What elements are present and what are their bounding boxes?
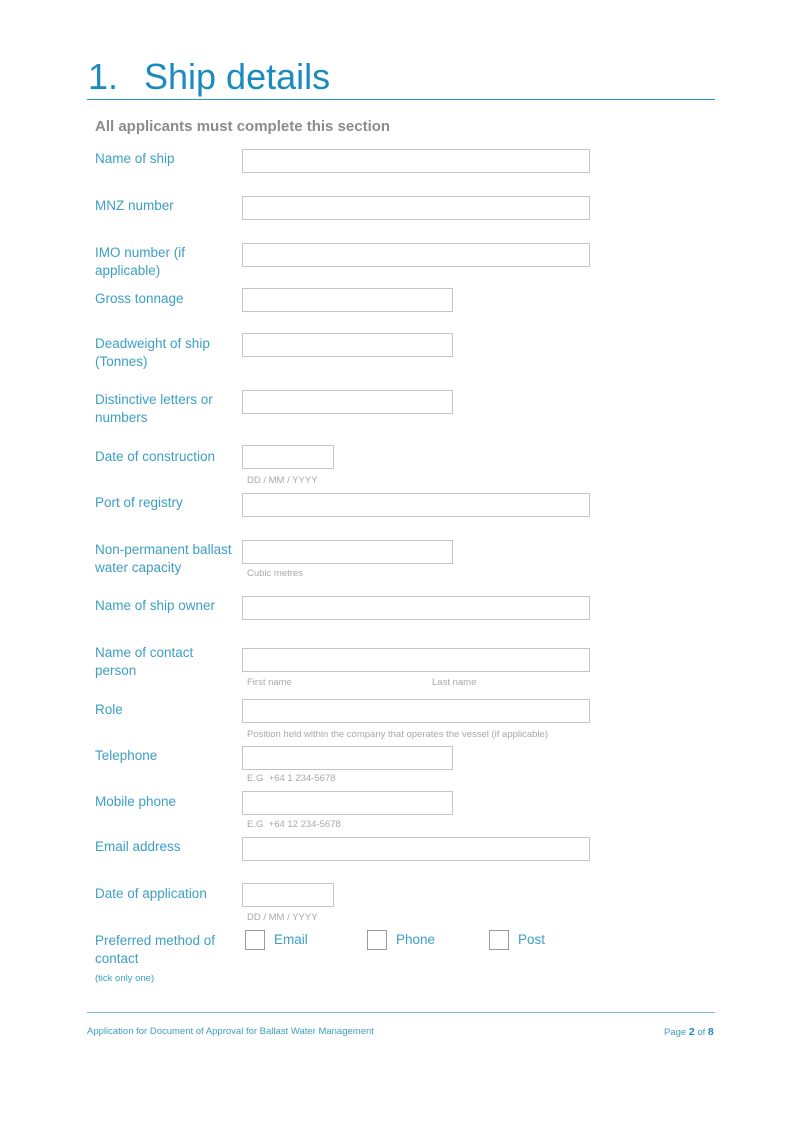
title-divider: [87, 99, 715, 100]
deadweight-field[interactable]: [242, 333, 453, 357]
footer-document-title: Application for Document of Approval for Ballast Water Management: [87, 1026, 374, 1037]
ship-owner-input[interactable]: [243, 597, 589, 619]
footer-divider: [87, 1012, 715, 1013]
role-input[interactable]: [243, 700, 589, 722]
telephone-field[interactable]: [242, 746, 453, 770]
role-label: Role: [95, 702, 123, 717]
date-construction-hint: DD / MM / YYYY: [247, 475, 318, 486]
section-subtitle: All applicants must complete this section: [95, 118, 391, 135]
ship-name-label: Name of ship: [95, 151, 175, 166]
date-construction-label: Date of construction: [95, 449, 216, 464]
last-name-hint: Last name: [432, 677, 477, 688]
section-title: Ship details: [144, 56, 331, 97]
imo-number-input[interactable]: [243, 244, 589, 266]
email-checkbox[interactable]: [245, 930, 265, 950]
page-of: of: [697, 1027, 706, 1038]
date-construction-field[interactable]: [242, 445, 334, 469]
ballast-capacity-label: Non-permanent ballast water capacity: [95, 542, 232, 575]
gross-tonnage-field[interactable]: [242, 288, 453, 312]
telephone-input[interactable]: [243, 747, 452, 769]
port-registry-input[interactable]: [243, 494, 589, 516]
port-registry-label: Port of registry: [95, 495, 183, 510]
preferred-contact-text: Preferred method of contact: [95, 933, 216, 966]
deadweight-label: Deadweight of ship (Tonnes): [95, 336, 210, 369]
distinctive-letters-label: Distinctive letters or numbers: [95, 392, 213, 425]
mobile-hint: E.G +64 12 234-5678: [247, 819, 341, 830]
email-option-label: Email: [274, 932, 308, 947]
preferred-contact-label: [95, 932, 220, 988]
contact-person-label: Name of contact person: [95, 645, 194, 678]
email-field[interactable]: [242, 837, 590, 861]
mnz-number-label: MNZ number: [95, 198, 174, 213]
ship-owner-label: Name of ship owner: [95, 598, 216, 613]
date-application-field[interactable]: [242, 883, 334, 907]
contact-person-field[interactable]: [242, 648, 590, 672]
date-construction-input[interactable]: [243, 446, 333, 468]
port-registry-field[interactable]: [242, 493, 590, 517]
ballast-capacity-field[interactable]: [242, 540, 453, 564]
post-option-label: Post: [518, 932, 546, 947]
page-title: [88, 56, 330, 98]
page-prefix: Page: [664, 1027, 687, 1038]
ship-name-input[interactable]: [243, 150, 589, 172]
ship-owner-field[interactable]: [242, 596, 590, 620]
ballast-capacity-input[interactable]: [243, 541, 452, 563]
mnz-number-input[interactable]: [243, 197, 589, 219]
tick-only-one-note: (tick only one): [95, 973, 155, 984]
gross-tonnage-input[interactable]: [243, 289, 452, 311]
distinctive-letters-input[interactable]: [243, 391, 452, 413]
mobile-input[interactable]: [243, 792, 452, 814]
gross-tonnage-label: Gross tonnage: [95, 291, 184, 306]
mobile-field[interactable]: [242, 791, 453, 815]
phone-checkbox[interactable]: [367, 930, 387, 950]
telephone-hint: E.G +64 1 234-5678: [247, 773, 336, 784]
first-name-hint: First name: [247, 677, 292, 688]
ballast-capacity-hint: Cubic metres: [247, 568, 303, 579]
telephone-label: Telephone: [95, 748, 158, 763]
role-field[interactable]: [242, 699, 590, 723]
date-application-label: Date of application: [95, 886, 207, 901]
email-label: Email address: [95, 839, 181, 854]
imo-number-field[interactable]: [242, 243, 590, 267]
imo-number-label: IMO number (if applicable): [95, 245, 186, 278]
deadweight-input[interactable]: [243, 334, 452, 356]
contact-person-input[interactable]: [243, 649, 589, 671]
phone-option-label: Phone: [396, 932, 436, 947]
mobile-label: Mobile phone: [95, 794, 177, 809]
date-application-hint: DD / MM / YYYY: [247, 912, 318, 923]
page-total: 8: [707, 1026, 714, 1038]
distinctive-letters-field[interactable]: [242, 390, 453, 414]
section-number: 1.: [88, 56, 119, 97]
email-input[interactable]: [243, 838, 589, 860]
post-checkbox[interactable]: [489, 930, 509, 950]
page-indicator: [664, 1026, 714, 1038]
page-current: 2: [688, 1026, 695, 1038]
mnz-number-field[interactable]: [242, 196, 590, 220]
role-hint: Position held within the company that operates the vessel (if applicable): [247, 729, 549, 740]
ship-name-field[interactable]: [242, 149, 590, 173]
date-application-input[interactable]: [243, 884, 333, 906]
